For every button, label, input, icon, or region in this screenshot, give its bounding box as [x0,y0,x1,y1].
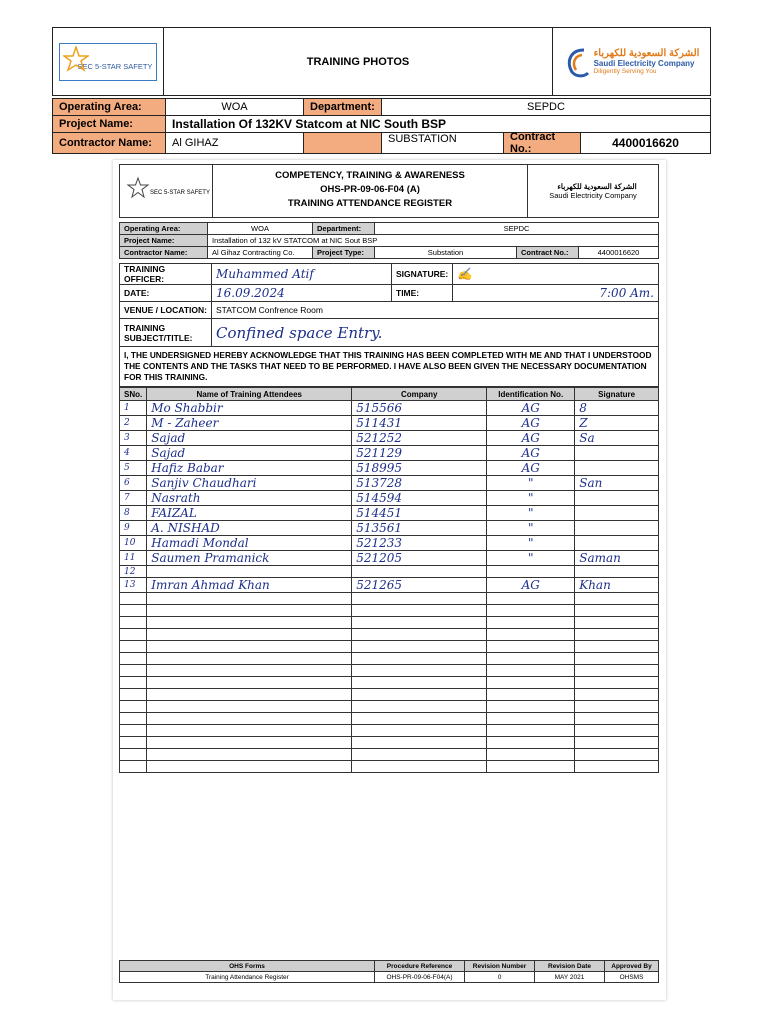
attendee-id [487,566,575,578]
table-row [120,641,659,653]
attendee-id: AG [487,446,575,461]
company-name-english: Saudi Electricity Company [593,59,695,68]
col-name: Name of Training Attendees [147,388,352,401]
table-row [120,476,659,491]
attendee-sig [575,506,659,521]
attendee-sno [120,641,147,653]
footer-h3: Revision Number [465,961,535,972]
attendee-company: 513728 [352,476,487,491]
attendee-id: AG [487,578,575,593]
attendee-name: Nasrath [147,491,352,506]
attendee-company: 518995 [352,461,487,476]
attendee-sno: 7 [120,491,147,506]
attendee-sig [575,446,659,461]
attendee-name: Mo Shabbir [147,401,352,416]
attendee-id: " [487,476,575,491]
form-project-type-label: Project Type: [313,247,375,259]
attendee-name: FAIZAL [147,506,352,521]
table-row [120,761,659,773]
attendee-sig [575,749,659,761]
attendee-sno [120,689,147,701]
attendee-id [487,761,575,773]
form-contract-no-label: Contract No.: [517,247,579,259]
attendee-id [487,617,575,629]
attendee-sno: 1 [120,401,147,416]
attendee-company [352,605,487,617]
attendee-id [487,737,575,749]
attendee-company [352,761,487,773]
footer-h2: Procedure Reference [375,961,465,972]
attendee-sig: Khan [575,578,659,593]
attendee-sig: San [575,476,659,491]
attendee-name [147,665,352,677]
footer-h4: Revision Date [535,961,605,972]
subject-label: TRAINING SUBJECT/TITLE: [120,319,212,347]
table-row [120,713,659,725]
attendee-name [147,761,352,773]
form-project-type-value: Substation [375,247,517,259]
attendee-name [147,677,352,689]
form-company-english: Saudi Electricity Company [549,191,637,200]
form-title-1: COMPETENCY, TRAINING & AWARENESS [275,170,465,181]
attendee-id [487,641,575,653]
header-logo-cell [53,28,164,95]
venue-label: VENUE / LOCATION: [120,302,212,319]
attendee-sig [575,461,659,476]
attendee-sig [575,593,659,605]
attendee-sno: 2 [120,416,147,431]
table-row [120,737,659,749]
attendee-id [487,605,575,617]
training-details-table [119,263,659,387]
attendee-company [352,617,487,629]
attendee-sno [120,593,147,605]
table-row [120,506,659,521]
contractor-name-value: Al GIHAZ [166,133,304,154]
attendee-id [487,713,575,725]
venue-value: STATCOM Confrence Room [212,302,659,319]
logo-text: SEC 5-STAR SAFETY [77,62,153,71]
form-titles [213,165,527,217]
form-operating-area-label: Operating Area: [120,223,208,235]
attendee-id: " [487,506,575,521]
attendee-company: 515566 [352,401,487,416]
sec-logo [564,46,700,78]
date-label: DATE: [120,285,212,302]
attendee-company [352,677,487,689]
form-contract-no-value: 4400016620 [579,247,659,259]
footer-v1: Training Attendance Register [120,972,375,983]
attendee-name [147,689,352,701]
project-type-value: SUBSTATION [382,133,504,154]
attendee-sig [575,653,659,665]
attendee-sno: 10 [120,536,147,551]
attendee-id: " [487,551,575,566]
table-row [120,578,659,593]
form-department-label: Department: [313,223,375,235]
attendee-sno: 11 [120,551,147,566]
attendee-sno [120,701,147,713]
attendee-sno [120,677,147,689]
attendee-sno [120,617,147,629]
attendee-name [147,566,352,578]
project-name-label: Project Name: [53,116,166,133]
attendee-sig: 8 [575,401,659,416]
table-row [120,677,659,689]
attendee-sig [575,737,659,749]
form-project-table [119,222,659,259]
contract-no-cell [504,133,711,154]
table-row [120,689,659,701]
table-row [120,491,659,506]
attendee-sno: 12 [120,566,147,578]
attendee-sno [120,725,147,737]
attendee-id: AG [487,431,575,446]
col-signature: Signature [575,388,659,401]
table-row [120,566,659,578]
sec-logo-cell [552,28,710,95]
attendee-sno: 9 [120,521,147,536]
training-officer-value: Muhammed Atif [212,264,392,285]
attendee-company [352,749,487,761]
form-department-value: SEPDC [375,223,659,235]
attendee-sno: 4 [120,446,147,461]
attendee-id [487,593,575,605]
date-value: 16.09.2024 [212,285,392,302]
report-header [52,27,711,96]
attendee-company [352,737,487,749]
form-company-arabic: الشركة السعودية للكهرباء [557,182,637,191]
officer-signature: ✍ [453,264,659,285]
attendee-sig [575,701,659,713]
attendee-sno: 8 [120,506,147,521]
table-row [120,725,659,737]
sec-emblem-icon [564,46,590,78]
report-title: TRAINING PHOTOS [306,55,410,68]
table-row [120,416,659,431]
attendee-id [487,665,575,677]
operating-area-value: WOA [166,99,304,116]
attendee-sig [575,491,659,506]
company-name-arabic: الشركة السعودية للكهرباء [593,48,700,59]
attendee-company [352,701,487,713]
attendee-company [352,641,487,653]
form-logo-cell [120,165,213,217]
attendee-id: AG [487,401,575,416]
attendee-name: Hafiz Babar [147,461,352,476]
table-row [120,446,659,461]
form-logo-text: SEC 5-STAR SAFETY [150,190,210,196]
attendee-name: Saumen Pramanick [147,551,352,566]
form-project-name-value: Installation of 132 kV STATCOM at NIC Sout BSP [208,235,659,247]
form-project-name-label: Project Name: [120,235,208,247]
footer-h1: OHS Forms [120,961,375,972]
attendee-company [352,629,487,641]
footer-v3: 0 [465,972,535,983]
table-row [120,521,659,536]
form-header [119,164,659,218]
contractor-name-label: Contractor Name: [53,133,166,154]
attendee-sno: 6 [120,476,147,491]
attendee-name: Imran Ahmad Khan [147,578,352,593]
attendee-sig [575,713,659,725]
contract-no-label: Contract No.: [504,133,581,153]
attendee-name [147,629,352,641]
attendee-company: 513561 [352,521,487,536]
attendee-sno [120,665,147,677]
attendee-name [147,605,352,617]
attendee-company: 511431 [352,416,487,431]
contract-no-value: 4400016620 [612,136,679,150]
attendee-sig: Z [575,416,659,431]
attendee-name [147,593,352,605]
table-row [120,665,659,677]
attendee-id [487,629,575,641]
attendee-sno: 5 [120,461,147,476]
attendee-name: Sajad [147,431,352,446]
attendee-company: 514594 [352,491,487,506]
footer-h5: Approved By [605,961,659,972]
subject-value: Confined space Entry. [212,319,659,347]
attendee-sno [120,629,147,641]
operating-area-label: Operating Area: [53,99,166,116]
table-row [120,536,659,551]
training-officer-label: TRAINING OFFICER: [120,264,212,285]
time-value: 7:00 Am. [453,285,659,302]
attendee-name: M - Zaheer [147,416,352,431]
attendee-sno [120,737,147,749]
five-star-safety-logo [59,43,157,81]
attendee-sig [575,566,659,578]
attendee-sno [120,653,147,665]
col-sno: SNo. [120,388,147,401]
attendee-company: 521233 [352,536,487,551]
attendee-id: " [487,491,575,506]
table-row [120,593,659,605]
attendee-company [352,725,487,737]
attendee-id: " [487,536,575,551]
attendee-id: AG [487,416,575,431]
table-row [120,617,659,629]
attendee-name [147,641,352,653]
attendee-sig [575,725,659,737]
attendee-sig [575,641,659,653]
attendee-company [352,566,487,578]
attendee-name [147,737,352,749]
attendee-name: A. NISHAD [147,521,352,536]
attendee-name [147,653,352,665]
footer-v2: OHS-PR-09-06-F04(A) [375,972,465,983]
attendee-sig [575,677,659,689]
form-contractor-name-label: Contractor Name: [120,247,208,259]
project-type-label-empty [304,133,382,154]
attendee-sig [575,536,659,551]
department-label: Department: [304,99,382,116]
attendee-company: 521265 [352,578,487,593]
attendee-id: AG [487,461,575,476]
attendee-sig [575,617,659,629]
table-row [120,653,659,665]
company-tagline: Diligently Serving You [593,68,657,75]
attendee-sig [575,689,659,701]
attendee-sig [575,629,659,641]
attendee-sig [575,761,659,773]
attendee-name [147,725,352,737]
form-operating-area-value: WOA [208,223,313,235]
department-value: SEPDC [382,99,711,116]
acknowledgement-text: I, THE UNDERSIGNED HEREBY ACKNOWLEDGE THAT THIS TRAINING HAS BEEN COMPLETED WITH ME AND THAT I UNDERSTOOD THE CONTENTS AND THE TASKS THAT NEED TO BE PERFORMED. I HAVE ALSO BEEN GIVEN THE NECESSARY DOCUMENTATION FOR THIS TRAINING. [120,347,659,387]
form-footer-table [119,960,659,983]
attendee-sig [575,605,659,617]
table-row [120,401,659,416]
footer-v5: OHSMS [605,972,659,983]
attendee-name: Sajad [147,446,352,461]
attendee-sig [575,521,659,536]
attendee-sno: 3 [120,431,147,446]
table-row [120,551,659,566]
star-icon [63,46,89,72]
form-contractor-name-value: Al Gihaz Contracting Co. [208,247,313,259]
attendee-id [487,701,575,713]
attendee-company [352,713,487,725]
form-company-cell [527,165,658,217]
attendee-company [352,653,487,665]
attendee-name [147,701,352,713]
project-info-table [52,98,711,154]
col-id: Identification No. [487,388,575,401]
attendee-id [487,725,575,737]
table-row [120,461,659,476]
footer-v4: MAY 2021 [535,972,605,983]
attendee-name [147,749,352,761]
attendee-sno [120,761,147,773]
attendee-sig: Sa [575,431,659,446]
attendee-name: Sanjiv Chaudhari [147,476,352,491]
table-row [120,629,659,641]
col-company: Company [352,388,487,401]
attendee-id [487,653,575,665]
attendee-company: 521252 [352,431,487,446]
table-row [120,701,659,713]
table-row [120,431,659,446]
attendee-sig: Saman [575,551,659,566]
attendee-company [352,689,487,701]
project-name-value: Installation Of 132KV Statcom at NIC South BSP [166,116,711,133]
attendee-sig [575,665,659,677]
attendee-id [487,689,575,701]
table-row [120,749,659,761]
attendee-company: 514451 [352,506,487,521]
attendee-name: Hamadi Mondal [147,536,352,551]
form-title-3: TRAINING ATTENDANCE REGISTER [287,198,453,209]
attendee-id [487,749,575,761]
attendee-sno [120,713,147,725]
attendee-sno [120,749,147,761]
attendee-company: 521205 [352,551,487,566]
attendee-name [147,617,352,629]
attendance-register-scan [113,160,666,1000]
attendee-id: " [487,521,575,536]
attendee-company: 521129 [352,446,487,461]
attendees-table [119,387,659,773]
form-title-2: OHS-PR-09-06-F04 (A) [320,184,420,195]
attendee-sno: 13 [120,578,147,593]
attendee-name [147,713,352,725]
attendee-company [352,593,487,605]
time-label: TIME: [392,285,453,302]
signature-label: SIGNATURE: [392,264,453,285]
attendee-company [352,665,487,677]
attendee-id [487,677,575,689]
attendee-sno [120,605,147,617]
table-row [120,605,659,617]
